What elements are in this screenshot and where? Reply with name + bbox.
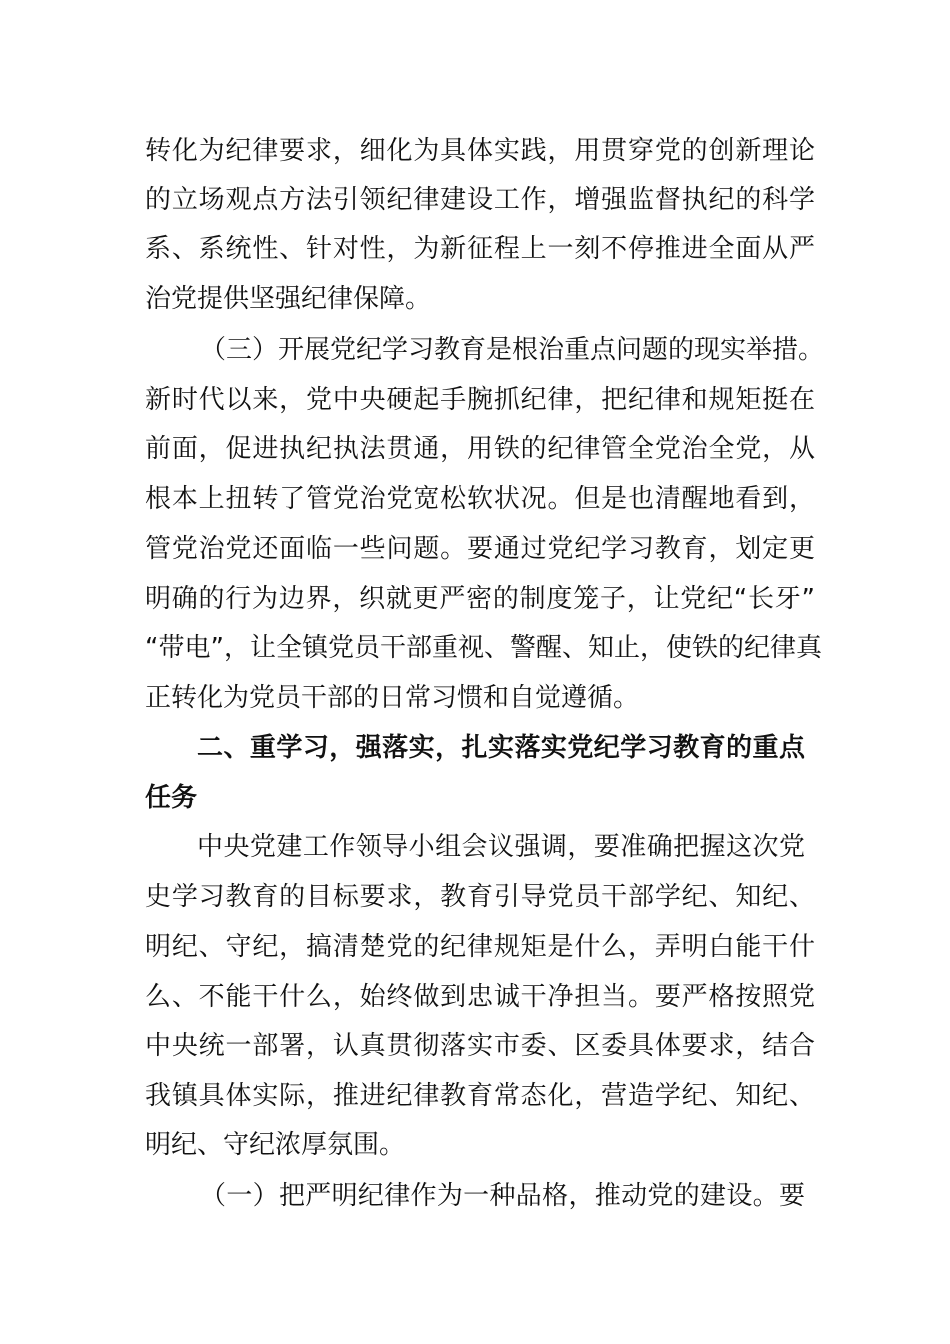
text-line: “带电”，让全镇党员干部重视、警醒、知止，使铁的纪律真 — [145, 633, 822, 663]
text-line: 系、系统性、针对性，为新征程上一刻不停推进全面从严 — [145, 234, 815, 264]
text-line: 新时代以来，党中央硬起手腕抓纪律，把纪律和规矩挺在 — [145, 385, 815, 415]
text-line: 正转化为党员干部的日常习惯和自觉遵循。 — [145, 683, 640, 713]
text-line: 管党治党还面临一些问题。要通过党纪学习教育，划定更 — [145, 534, 815, 564]
text-line: 明确的行为边界，织就更严密的制度笼子，让党纪“长牙” — [145, 584, 815, 614]
text-line: 前面，促进执纪执法贯通，用铁的纪律管全党治全党，从 — [145, 434, 815, 464]
text-line: 明纪、守纪浓厚氛围。 — [145, 1130, 406, 1160]
subsection-heading: （一）把严明纪律作为一种品格，推动党的建设。要 — [200, 1181, 805, 1211]
text-line: 转化为纪律要求，细化为具体实践，用贯穿党的创新理论 — [145, 136, 815, 166]
text-line: 的立场观点方法引领纪律建设工作，增强监督执纪的科学 — [145, 185, 815, 215]
section-heading-continued: 任务 — [145, 783, 198, 813]
text-line: 史学习教育的目标要求，教育引导党员干部学纪、知纪、 — [145, 882, 815, 912]
text-line: 根本上扭转了管党治党宽松软状况。但是也清醒地看到， — [145, 484, 815, 514]
text-line: 么、不能干什么，始终做到忠诚干净担当。要严格按照党 — [145, 982, 815, 1012]
text-line: 治党提供坚强纪律保障。 — [145, 284, 432, 314]
text-line: 我镇具体实际，推进纪律教育常态化，营造学纪、知纪、 — [145, 1081, 815, 1111]
text-line: 中央统一部署，认真贯彻落实市委、区委具体要求，结合 — [145, 1031, 815, 1061]
text-line: 明纪、守纪，搞清楚党的纪律规矩是什么，弄明白能干什 — [145, 932, 815, 962]
text-line: 中央党建工作领导小组会议强调，要准确把握这次党 — [197, 832, 805, 862]
subsection-heading: （三）开展党纪学习教育是根治重点问题的现实举措。 — [200, 335, 825, 365]
section-heading: 二、重学习，强落实，扎实落实党纪学习教育的重点 — [197, 733, 805, 763]
